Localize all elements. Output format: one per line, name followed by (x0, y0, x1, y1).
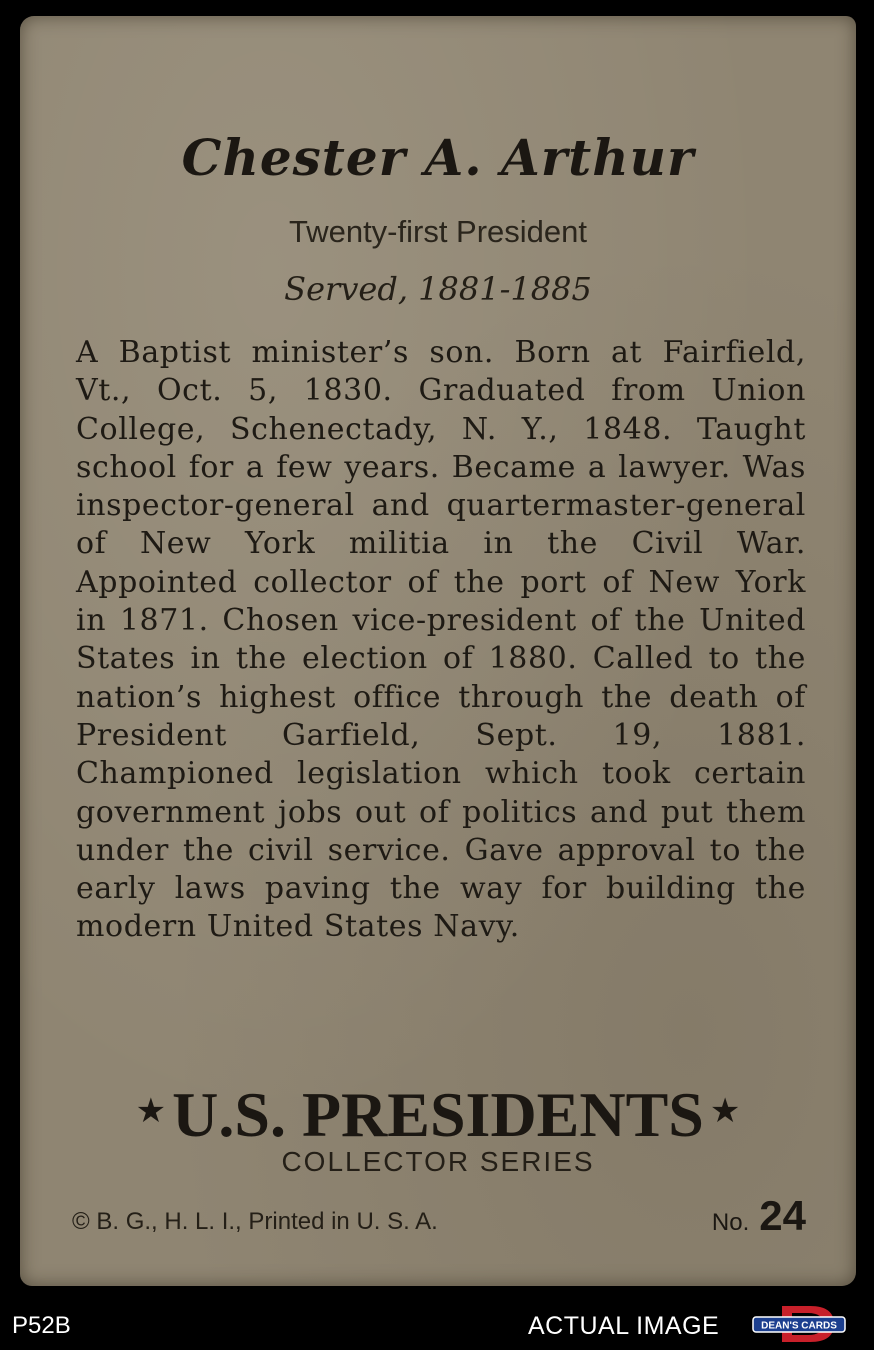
series-title: U.S. PRESIDENTS (172, 1079, 704, 1150)
president-ordinal: Twenty-first President (288, 214, 588, 249)
series-title-line (20, 1076, 856, 1150)
biography-text: A Baptist minister’s son. Born at Fairfield, Vt., Oct. 5, 1830. Graduated from Union College, Schenectady, N. Y., 1848. Taught school for a few years. Became a lawyer. Was inspector-general and quartermaster-general of New York militia in the Civil War. Appointed collector of the port of New York in 1871. Chosen vice-president of the United States in the election of 1880. Called to the nation’s highest office through the death of President Garfield, Sept. 19, 1881. Championed legislation which took certain government jobs out of politics and put them under the civil service. Gave approval to the early laws paving the way for building the modern United States Navy. (76, 335, 806, 945)
deans-cards-logo (752, 1304, 846, 1344)
copyright-line: © B. G., H. L. I., Printed in U. S. A. (72, 1208, 438, 1235)
president-name: Chester A. Arthur (181, 128, 695, 187)
actual-image-label: ACTUAL IMAGE (528, 1312, 720, 1340)
star-icon: ★ (135, 1091, 167, 1131)
card-number (712, 1192, 806, 1240)
card-number-value: 24 (759, 1192, 806, 1239)
trading-card-back (20, 16, 856, 1286)
term-served: Served, 1881-1885 (284, 270, 592, 308)
series-subtitle: COLLECTOR SERIES (281, 1146, 595, 1177)
svg-text:DEAN'S CARDS: DEAN'S CARDS (761, 1320, 837, 1332)
star-icon: ★ (709, 1091, 741, 1131)
card-number-label: No. (711, 1209, 750, 1236)
card-code-label: P52B (12, 1312, 71, 1339)
